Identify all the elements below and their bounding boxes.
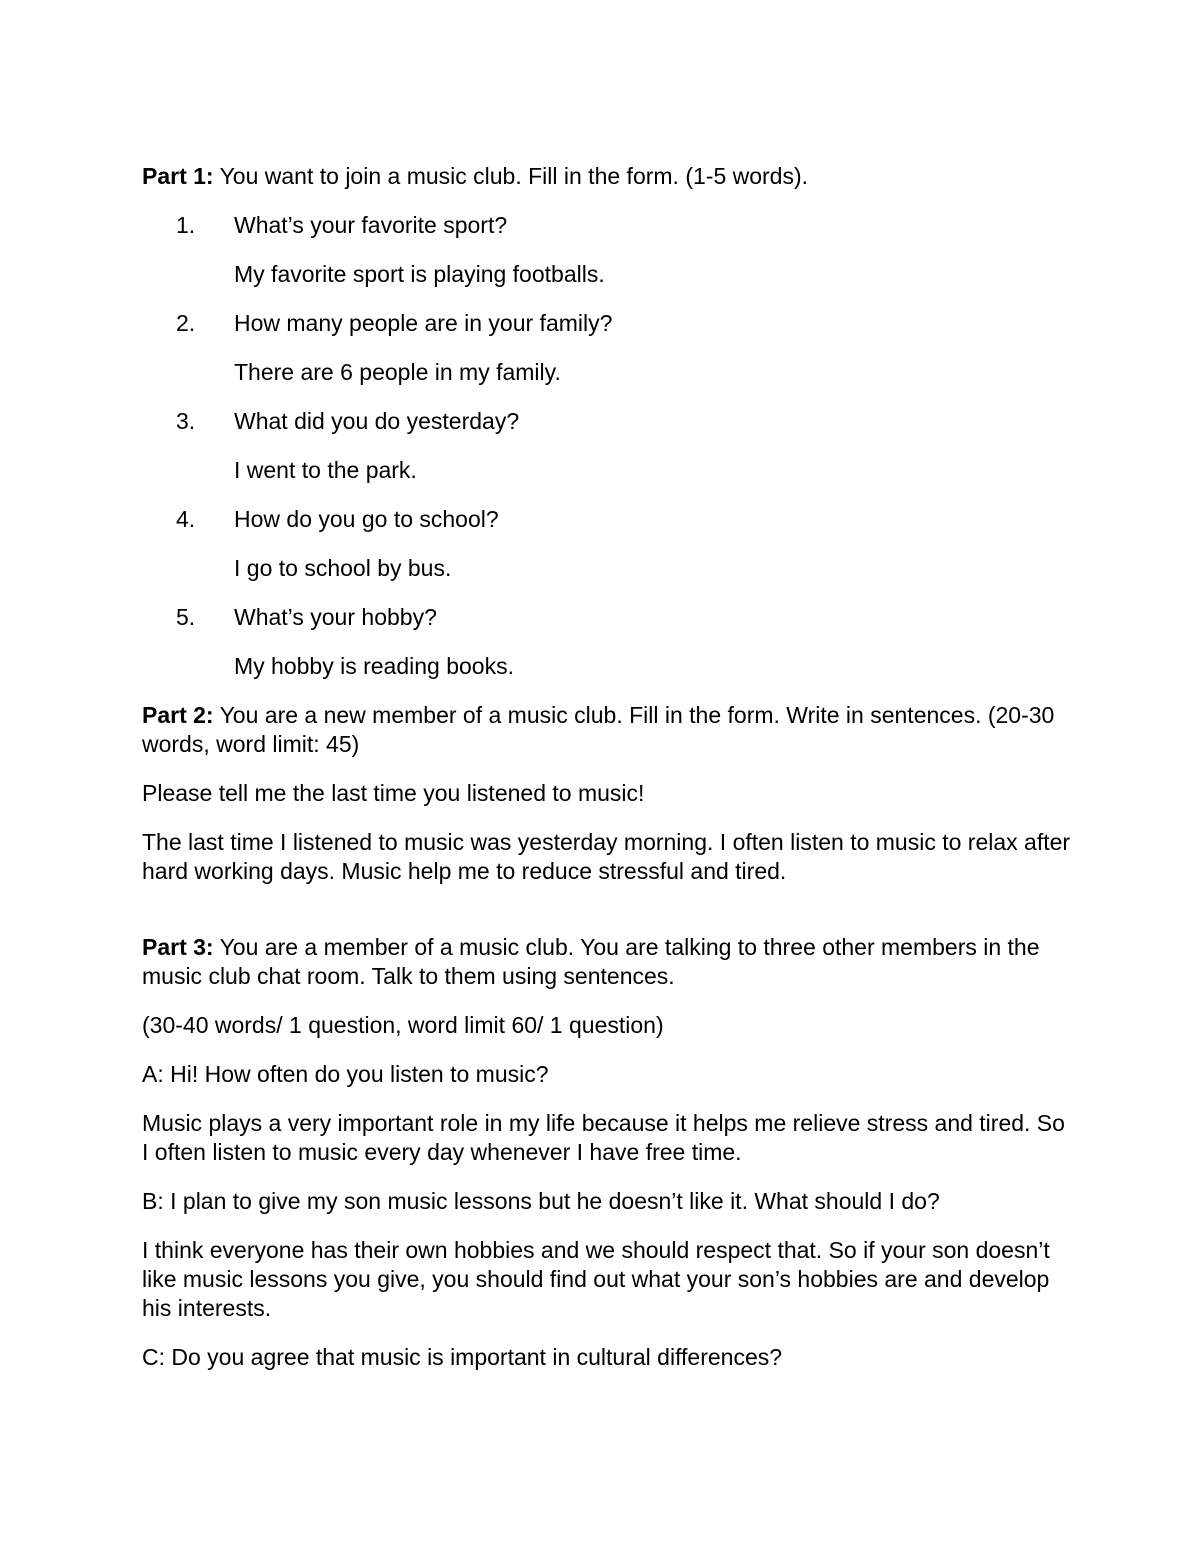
- part2-label: Part 2:: [142, 702, 214, 728]
- part2-instruction: You are a new member of a music club. Fill in the form. Write in sentences. (20-30 words, word limit: 45): [142, 702, 1055, 757]
- list-item: [142, 505, 1072, 583]
- item-number: 1.: [176, 212, 196, 238]
- list-item: [142, 407, 1072, 485]
- part1-heading: [142, 162, 1072, 191]
- part1-list: [142, 211, 1072, 681]
- item-question: What did you do yesterday?: [234, 408, 520, 434]
- section-spacer: [142, 886, 1072, 933]
- chat-question-b: B: I plan to give my son music lessons but he doesn’t like it. What should I do?: [142, 1188, 940, 1214]
- chat-answer-a: Music plays a very important role in my life because it helps me relieve stress and tired. So I often listen to music every day whenever I have free time.: [142, 1110, 1065, 1165]
- part3-limit: (30-40 words/ 1 question, word limit 60/ 1 question): [142, 1012, 664, 1038]
- part2-prompt: Please tell me the last time you listened to music!: [142, 780, 645, 806]
- part1-instruction: You want to join a music club. Fill in the form. (1-5 words).: [219, 163, 809, 189]
- item-number: 4.: [176, 506, 196, 532]
- item-number: 5.: [176, 604, 196, 630]
- part2-heading: [142, 701, 1072, 759]
- item-answer: My hobby is reading books.: [234, 653, 514, 679]
- chat-question-c: C: Do you agree that music is important in cultural differences?: [142, 1344, 783, 1370]
- list-item: [142, 309, 1072, 387]
- list-item: [142, 211, 1072, 289]
- item-number: 2.: [176, 310, 196, 336]
- list-item: [142, 603, 1072, 681]
- document-content: [142, 162, 1072, 1392]
- item-answer: I went to the park.: [234, 457, 417, 483]
- part2-answer: The last time I listened to music was yesterday morning. I often listen to music to relax after hard working days. Music help me to reduce stressful and tired.: [142, 829, 1071, 884]
- part3-instruction: You are a member of a music club. You are talking to three other members in the music club chat room. Talk to them using sentences.: [142, 934, 1040, 989]
- item-question: How do you go to school?: [234, 506, 499, 532]
- item-answer: My favorite sport is playing footballs.: [234, 261, 605, 287]
- part3-label: Part 3:: [142, 934, 214, 960]
- item-number: 3.: [176, 408, 196, 434]
- item-question: How many people are in your family?: [234, 310, 613, 336]
- chat-answer-b: I think everyone has their own hobbies and we should respect that. So if your son doesn’t like music lessons you give, you should find out what your son’s hobbies are and develop his interests.: [142, 1237, 1050, 1321]
- part1-label: Part 1:: [142, 163, 214, 189]
- item-answer: There are 6 people in my family.: [234, 359, 561, 385]
- part3-heading: [142, 933, 1072, 991]
- chat-question-a: A: Hi! How often do you listen to music?: [142, 1061, 549, 1087]
- item-question: What’s your hobby?: [234, 604, 437, 630]
- item-question: What’s your favorite sport?: [234, 212, 508, 238]
- item-answer: I go to school by bus.: [234, 555, 452, 581]
